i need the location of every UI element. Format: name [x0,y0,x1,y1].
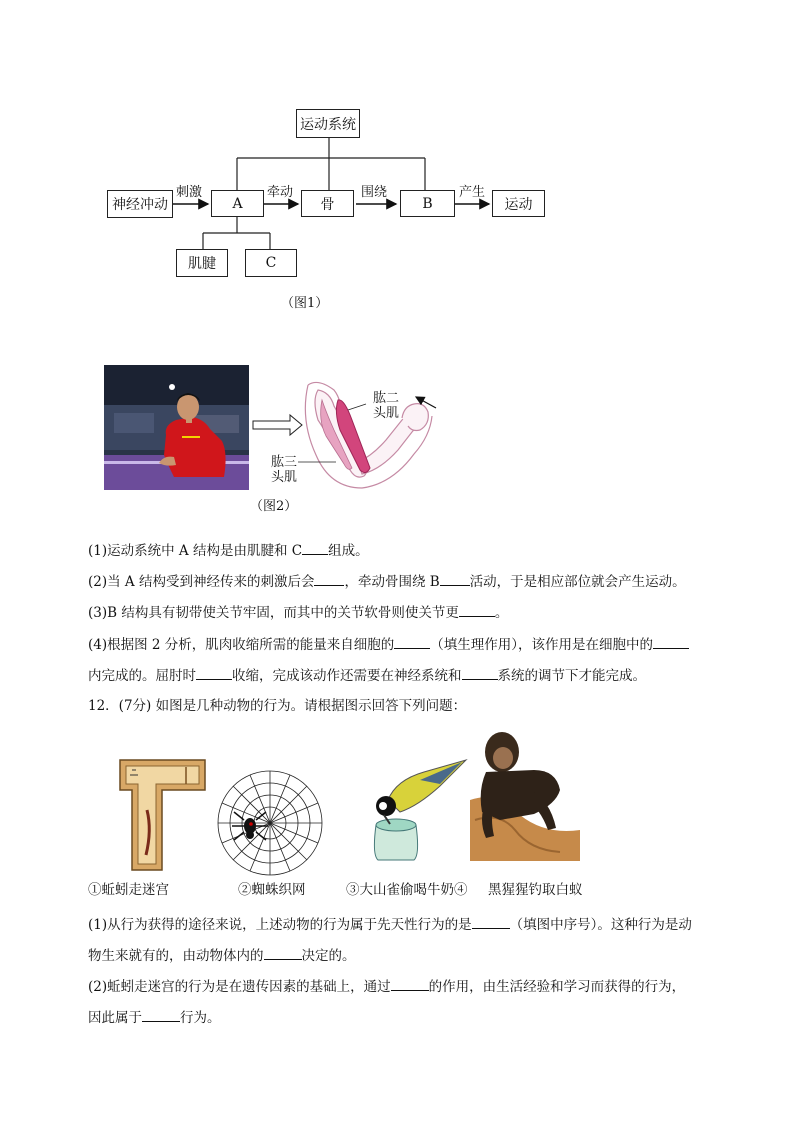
bone-box: 骨 [301,190,354,217]
q11-part4-line2: 内完成的。屈肘时 收缩，完成该动作还需要在神经系统和 系统的调节下才能完成。 [88,665,646,686]
tendon-box: 肌腱 [176,249,228,277]
q12-part1-line1: (1)从行为获得的途径来说，上述动物的行为属于先天性行为的是 （填图中序号）。这种行为是动 [88,914,692,935]
structure-b-box: B [400,190,455,217]
q11-part2: (2)当 A 结构受到神经传来的刺激后会 ，牵动骨围绕 B 活动，于是相应部位就会产生运动。 [88,571,686,592]
q11-part4-line1: (4)根据图 2 分析，肌肉收缩所需的能量来自细胞的 （填生理作用），该作用是在细胞中的 [88,634,689,655]
biceps-label: 肱二 头肌 [373,391,400,421]
caption-bird: ③大山雀偷喝牛奶④ [346,882,468,898]
produce-label: 产生 [459,185,486,200]
spider [232,812,268,840]
nerve-impulse-box: 神经冲动 [107,190,173,218]
q12-part2-line1: (2)蚯蚓走迷宫的行为是在遗传因素的基础上，通过 的作用，由生活经验和学习而获得的行为， [88,976,685,997]
spider-web-illustration [218,771,322,875]
system-box: 运动系统 [296,109,360,138]
around-label: 围绕 [361,185,388,200]
pull-label: 牵动 [267,185,294,200]
triceps-label: 肱三 头肌 [271,455,298,485]
q12-title: 12．(7分) 如图是几种动物的行为。请根据图示回答下列问题： [88,698,467,714]
motion-box: 运动 [492,190,545,217]
figure1-caption: （图1） [281,296,329,311]
structure-a-box: A [211,190,264,217]
stimulate-label: 刺激 [176,185,203,200]
structure-c-box: C [245,249,297,277]
q11-part3: (3)B 结构具有韧带使关节牢固，而其中的关节软骨则使关节更 。 [88,602,508,623]
caption-chimpanzee: 黑猩猩钓取白蚁 [488,882,583,898]
q12-part2-line2: 因此属于 行为。 [88,1007,221,1028]
chimpanzee-illustration [470,728,580,861]
bird-milk-illustration [374,760,466,860]
caption-earthworm: ①蚯蚓走迷宫 [88,882,169,898]
q12-part1-line2: 物生来就有的，由动物体内的 决定的。 [88,945,356,966]
q11-part1: (1)运动系统中 A 结构是由肌腱和 C 组成。 [88,540,369,561]
earthworm-maze-illustration [120,760,205,870]
figure2-caption: （图2） [250,499,298,514]
caption-spider: ②蜘蛛织网 [238,882,306,898]
